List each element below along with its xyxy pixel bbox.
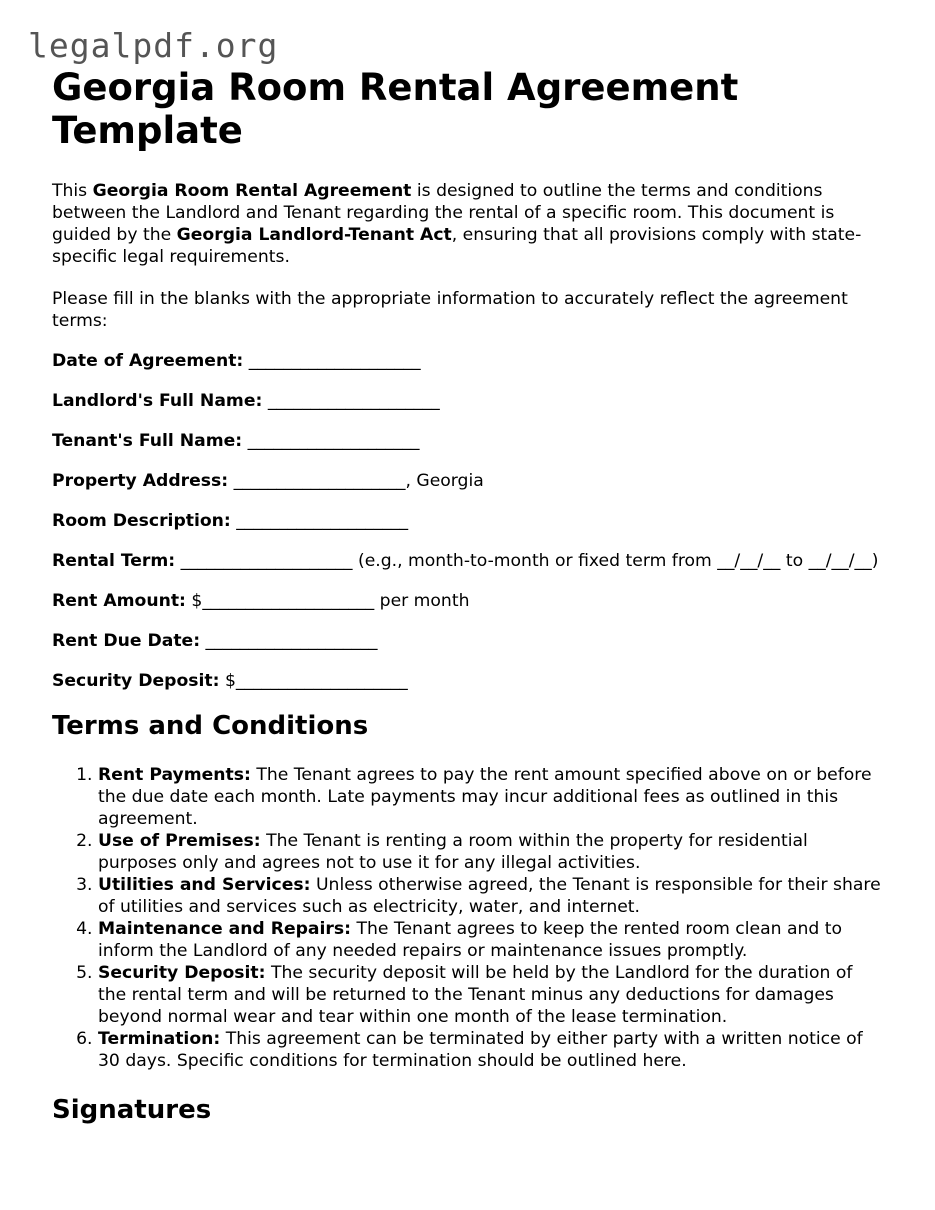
field-security-deposit bbox=[52, 670, 882, 692]
field-label: Rental Term: bbox=[52, 551, 176, 571]
term-label: Termination: bbox=[98, 1029, 221, 1049]
signatures-heading: Signatures bbox=[52, 1095, 212, 1125]
field-property-address bbox=[52, 470, 882, 492]
field-tenant-name bbox=[52, 430, 882, 452]
list-item bbox=[98, 830, 882, 874]
term-text: This agreement can be terminated by either party with a written notice of 30 days. Specific conditions for termination should be outlined here. bbox=[98, 1029, 863, 1071]
document-body bbox=[52, 66, 882, 1126]
term-text: The Tenant agrees to keep the rented room clean and to inform the Landlord of any needed repairs or maintenance issues promptly. bbox=[98, 919, 843, 961]
field-blank[interactable]: ____________________ (e.g., month-to-month or fixed term from __/__/__ to __/__/__) bbox=[175, 551, 879, 571]
field-label: Property Address: bbox=[52, 471, 229, 491]
field-rent-due-date bbox=[52, 630, 882, 652]
list-item bbox=[98, 918, 882, 962]
field-rental-term bbox=[52, 550, 882, 572]
field-blank[interactable]: ____________________ bbox=[243, 351, 421, 371]
intro-bold-act: Georgia Landlord-Tenant Act bbox=[176, 225, 452, 245]
intro-text-1: This bbox=[52, 181, 93, 201]
list-item bbox=[98, 962, 882, 1028]
field-rent-amount bbox=[52, 590, 882, 612]
intro-paragraph bbox=[52, 180, 882, 268]
field-label: Date of Agreement: bbox=[52, 351, 244, 371]
field-blank[interactable]: ____________________ bbox=[200, 631, 378, 651]
intro-bold-agreement: Georgia Room Rental Agreement bbox=[92, 181, 412, 201]
field-blank[interactable]: ____________________ bbox=[230, 511, 409, 531]
intro-text-3: , ensuring that all provisions comply with state-specific legal requirements. bbox=[52, 225, 862, 267]
term-label: Security Deposit: bbox=[98, 963, 266, 983]
field-blank[interactable]: ____________________, Georgia bbox=[228, 471, 484, 491]
field-label: Room Description: bbox=[52, 511, 231, 531]
page-title: Georgia Room Rental Agreement Template bbox=[52, 66, 739, 152]
term-label: Use of Premises: bbox=[98, 831, 261, 851]
field-blank[interactable]: ____________________ bbox=[262, 391, 440, 411]
term-label: Maintenance and Repairs: bbox=[98, 919, 351, 939]
field-label: Landlord's Full Name: bbox=[52, 391, 263, 411]
field-room-description bbox=[52, 510, 882, 532]
field-date-of-agreement bbox=[52, 350, 882, 372]
term-label: Rent Payments: bbox=[98, 765, 251, 785]
list-item bbox=[98, 764, 882, 830]
list-item bbox=[98, 1028, 882, 1072]
terms-heading: Terms and Conditions bbox=[52, 711, 369, 741]
field-label: Rent Amount: bbox=[52, 591, 186, 611]
terms-list bbox=[52, 764, 882, 1072]
field-landlord-name bbox=[52, 390, 882, 412]
term-text: The Tenant is renting a room within the property for residential purposes only and agrees not to use it for any illegal activities. bbox=[98, 831, 808, 873]
intro-text-2: is designed to outline the terms and conditions between the Landlord and Tenant regarding the rental of a specific room. This document is guided by the bbox=[52, 181, 835, 245]
list-item bbox=[98, 874, 882, 918]
term-text: Unless otherwise agreed, the Tenant is responsible for their share of utilities and services such as electricity, water, and internet. bbox=[98, 875, 881, 917]
term-text: The Tenant agrees to pay the rent amount specified above on or before the due date each month. Late payments may incur additional fees as outlined in this agreement. bbox=[98, 765, 872, 829]
field-label: Security Deposit: bbox=[52, 671, 220, 691]
field-blank[interactable]: ____________________ bbox=[242, 431, 420, 451]
term-label: Utilities and Services: bbox=[98, 875, 311, 895]
field-blank[interactable]: $____________________ bbox=[219, 671, 408, 691]
field-blank[interactable]: $____________________ per month bbox=[185, 591, 470, 611]
instructions-paragraph: Please fill in the blanks with the appropriate information to accurately reflect the agreement terms: bbox=[52, 289, 848, 331]
field-label: Rent Due Date: bbox=[52, 631, 201, 651]
field-label: Tenant's Full Name: bbox=[52, 431, 243, 451]
term-text: The security deposit will be held by the Landlord for the duration of the rental term and will be returned to the Tenant minus any deductions for damages beyond normal wear and tear within one month of the lease termination. bbox=[98, 963, 853, 1027]
watermark: legalpdf.org bbox=[28, 26, 279, 65]
